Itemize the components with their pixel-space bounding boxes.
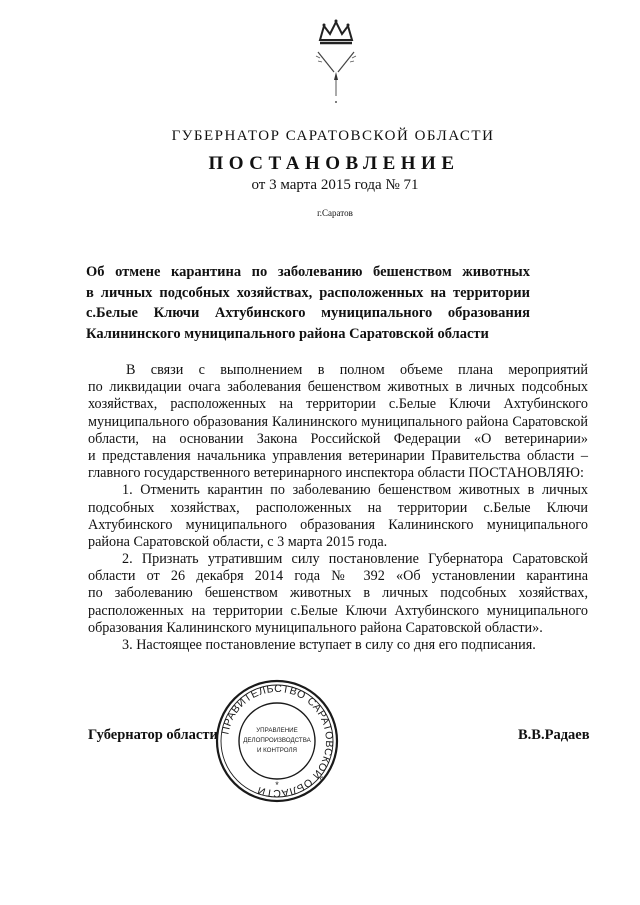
document-date-number: от 3 марта 2015 года № 71	[251, 177, 419, 193]
body-line: 1. Отменить карантин по заболеванию бешенством животных в личных	[122, 482, 588, 499]
document-type: ПОСТАНОВЛЕНИЕ	[208, 153, 460, 174]
body-line: главного государственного ветеринарного инспектора области ПОСТАНОВЛЯЮ:	[88, 465, 584, 482]
document-title	[86, 262, 530, 344]
signatory-name: В.В.Радаев	[518, 727, 590, 743]
title-line: Калининского муниципального района Саратовской области	[86, 325, 489, 342]
signatory-position: Губернатор области	[88, 727, 218, 743]
issuer-heading: ГУБЕРНАТОР САРАТОВСКОЙ ОБЛАСТИ	[171, 128, 495, 144]
body-line: 2. Признать утратившим силу постановление Губернатора Саратовской	[122, 551, 588, 568]
body-line: района Саратовской области, с 3 марта 2015 года.	[88, 533, 388, 550]
body-line: подсобных хозяйствах, расположенных на территории с.Белые Ключи	[88, 499, 588, 516]
svg-text:*: *	[275, 780, 279, 790]
seal-inner-line: УПРАВЛЕНИЕ	[256, 727, 298, 734]
body-line: Ахтубинского муниципального образования Калининского муниципального	[88, 516, 588, 533]
body-line: по ликвидации очага заболевания бешенством животных в личных подсобных	[88, 379, 588, 396]
title-line: с.Белые Ключи Ахтубинского муниципального образования	[86, 305, 530, 321]
document-body	[88, 362, 588, 654]
body-line: области от 26 декабря 2014 года № 392 «Об установлении карантина	[88, 568, 588, 585]
seal-outer-text: ПРАВИТЕЛЬСТВО САРАТОВСКОЙ ОБЛАСТИ	[219, 682, 336, 800]
body-line: по заболеванию бешенством животных в личных подсобных хозяйствах,	[88, 585, 588, 602]
body-line: расположенных на территории с.Белые Ключи Ахтубинского муниципального	[88, 602, 588, 619]
body-line: 3. Настоящее постановление вступает в силу со дня его подписания.	[122, 637, 536, 653]
body-line: образования Калининского муниципального района Саратовской области».	[88, 619, 543, 636]
title-line: Об отмене карантина по заболеванию бешенством животных	[86, 264, 530, 280]
body-line: В связи с выполнением в полном объеме плана мероприятий	[126, 362, 588, 378]
official-round-seal-icon	[214, 678, 340, 804]
body-line: области, на основании Закона Российской Федерации «О ветеринарии»	[88, 430, 588, 447]
seal-inner-line: ДЕЛОПРОИЗВОДСТВА	[243, 737, 311, 744]
document-city: г.Саратов	[317, 208, 353, 218]
saratov-coat-of-arms-icon	[306, 14, 366, 114]
title-line: в личных подсобных хозяйствах, расположенных на территории	[86, 284, 530, 301]
body-line: муниципального образования Калининского муниципального района Саратовской	[88, 413, 588, 430]
body-line: и представления начальника управления ветеринарии Правительства области –	[88, 447, 588, 464]
seal-inner-line: И КОНТРОЛЯ	[256, 747, 298, 754]
body-line: хозяйствах, расположенных на территории с.Белые Ключи Ахтубинского	[88, 396, 588, 413]
